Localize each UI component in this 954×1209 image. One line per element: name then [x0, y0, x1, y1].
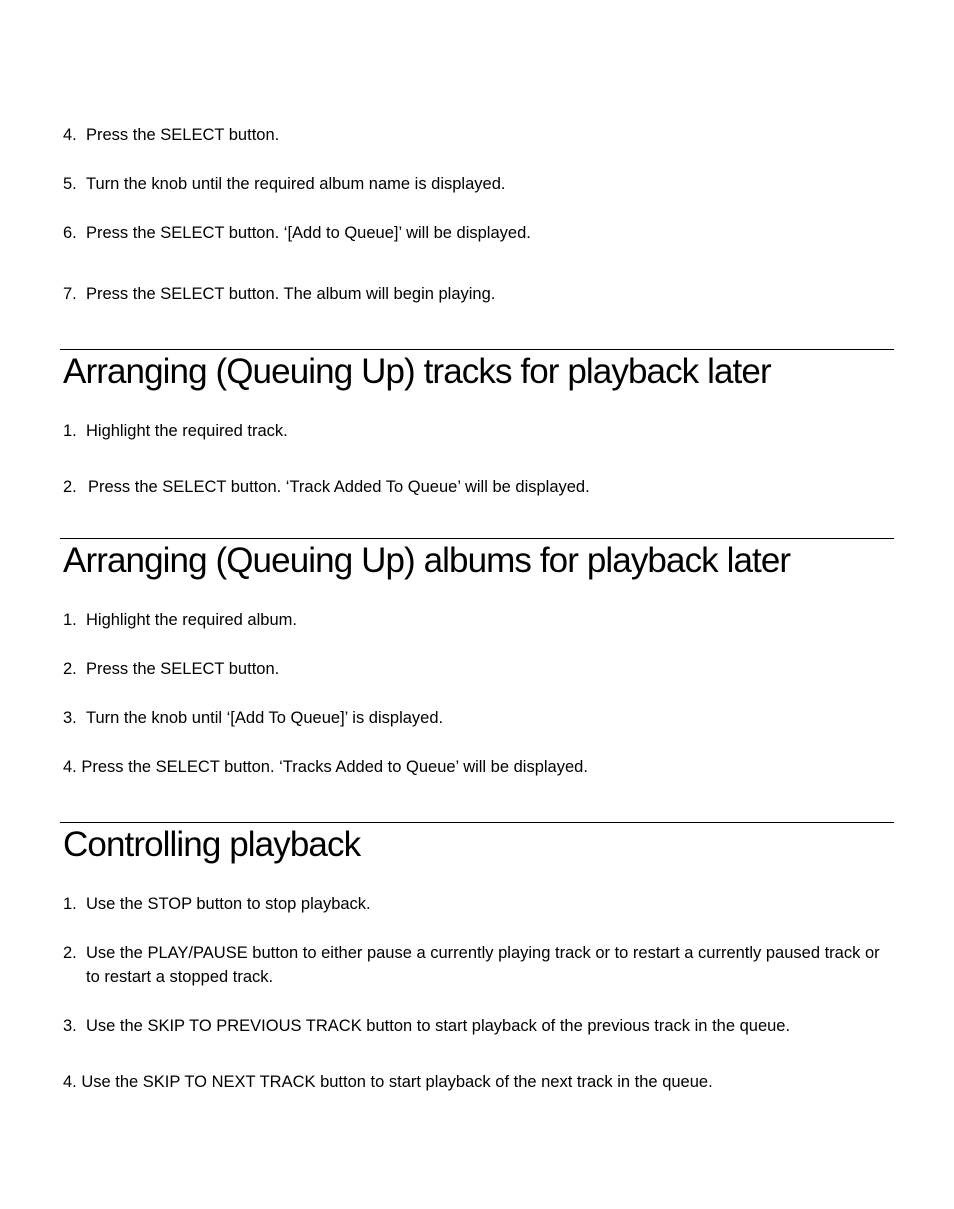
list-item: 4. Press the SELECT button. ‘Tracks Added to Queue’ will be displayed. — [63, 758, 588, 776]
section-divider — [60, 822, 894, 823]
step-number: 4. — [63, 126, 77, 144]
step-text: Press the SELECT button. ‘Track Added To Queue’ will be displayed. — [88, 478, 590, 496]
step-number: 3. — [63, 1017, 77, 1035]
section-heading-playback: Controlling playback — [63, 825, 361, 864]
step-text: Press the SELECT button. ‘[Add to Queue]’ will be displayed. — [86, 224, 531, 242]
step-text: Press the SELECT button. — [86, 126, 280, 144]
step-number: 1. — [63, 895, 77, 913]
step-number: 6. — [63, 224, 77, 242]
section-heading-tracks: Arranging (Queuing Up) tracks for playback later — [63, 352, 771, 391]
step-text: Use the SKIP TO PREVIOUS TRACK button to start playback of the previous track in the queue. — [86, 1017, 791, 1035]
step-number: 3. — [63, 709, 77, 727]
step-number: 2. — [63, 660, 77, 678]
step-text: Turn the knob until ‘[Add To Queue]’ is displayed. — [86, 709, 444, 727]
step-number: 1. — [63, 422, 77, 440]
section-divider — [60, 538, 894, 539]
section-heading-albums: Arranging (Queuing Up) albums for playback later — [63, 541, 791, 580]
step-text: Turn the knob until the required album name is displayed. — [86, 175, 506, 193]
section-divider — [60, 349, 894, 350]
step-number: 2. — [63, 944, 77, 962]
step-text: Highlight the required track. — [86, 422, 288, 440]
step-number: 5. — [63, 175, 77, 193]
step-text: Highlight the required album. — [86, 611, 297, 629]
step-text: Use the PLAY/PAUSE button to either pause a currently playing track or to restart a currently paused track or to restart a stopped track. — [86, 944, 880, 986]
step-number: 2. — [63, 478, 77, 496]
step-text: Use the STOP button to stop playback. — [86, 895, 371, 913]
step-number: 7. — [63, 285, 77, 303]
step-number: 1. — [63, 611, 77, 629]
list-item: 4. Use the SKIP TO NEXT TRACK button to start playback of the next track in the queue. — [63, 1073, 713, 1091]
step-text: Press the SELECT button. — [86, 660, 280, 678]
step-text: Press the SELECT button. The album will begin playing. — [86, 285, 496, 303]
